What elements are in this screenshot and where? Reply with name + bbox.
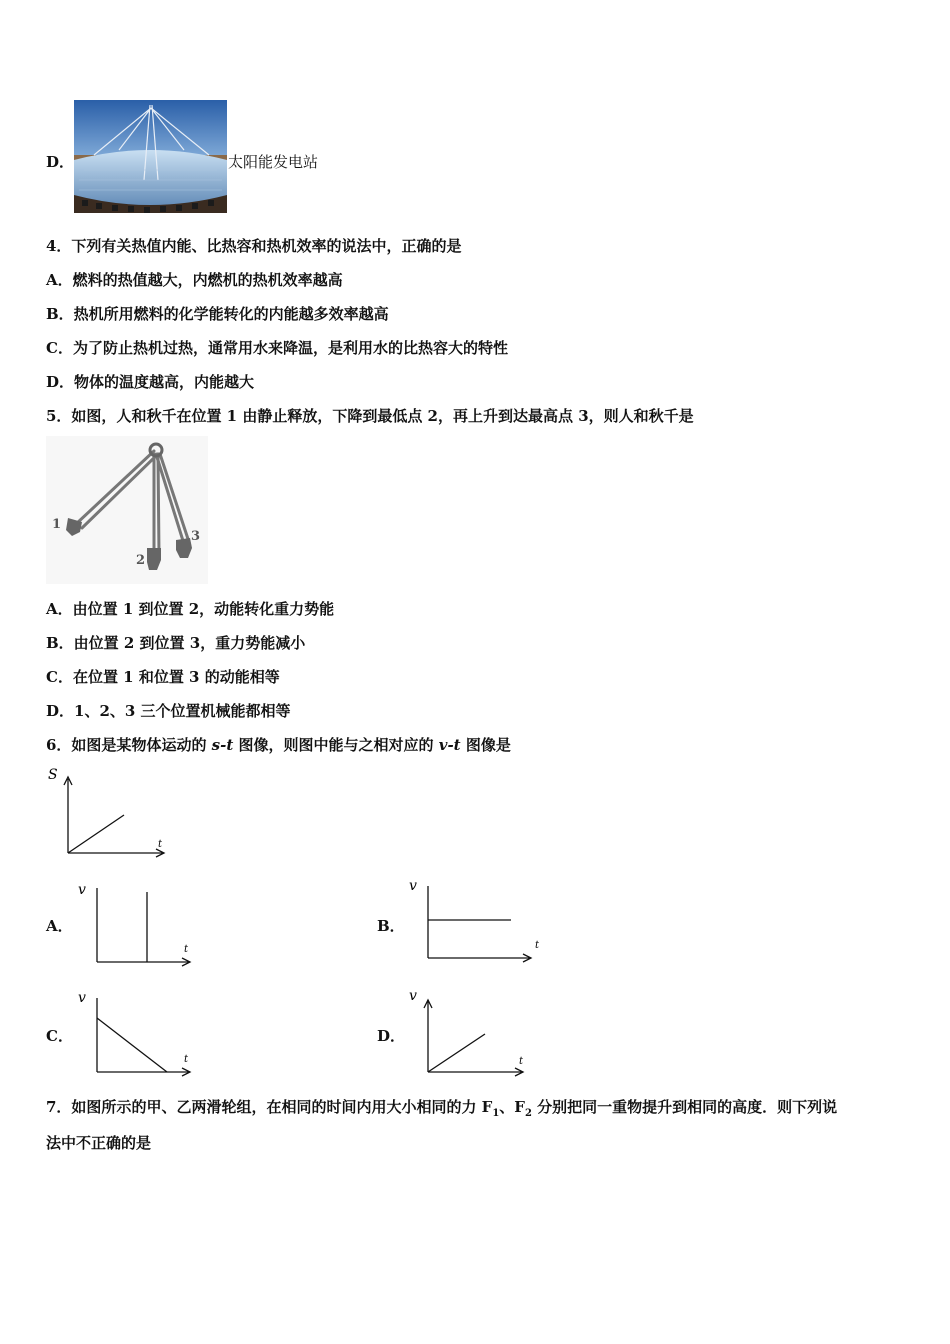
q4-option-d: D．物体的温度越高，内能越大 <box>46 373 255 391</box>
q4-option-a: A．燃料的热值越大，内燃机的热机效率越高 <box>46 271 343 289</box>
vt-a-x-label: t <box>184 944 189 955</box>
vt-d-x-label: t <box>519 1056 524 1067</box>
st-x-label: t <box>158 839 163 850</box>
swing-label-2: 2 <box>136 553 146 568</box>
q5-option-a: A．由位置 1 到位置 2，动能转化重力势能 <box>46 600 335 618</box>
q5-stem: 5．如图，人和秋千在位置 1 由静止释放，下降到最低点 2，再上升到达最高点 3，则人和秋千是 <box>46 407 694 425</box>
solar-power-station-image <box>74 100 227 213</box>
vt-graph-b <box>403 874 543 966</box>
q6-option-a-label: A． <box>46 917 73 935</box>
q6-stem: 6．如图是某物体运动的 s-t 图像，则图中能与之相对应的 v-t 图像是 <box>46 736 511 754</box>
vt-b-y-label: v <box>409 878 417 894</box>
q4-option-c: C．为了防止热机过热，通常用水来降温，是利用水的比热容大的特性 <box>46 339 508 357</box>
vt-graph-d <box>403 986 533 1078</box>
q4-stem: 4．下列有关热值内能、比热容和热机效率的说法中，正确的是 <box>46 237 462 255</box>
vt-graph-a <box>72 878 200 968</box>
q5-option-d: D．1、2、3 三个位置机械能都相等 <box>46 702 291 720</box>
vt-d-y-label: v <box>409 988 417 1004</box>
swing-label-3: 3 <box>191 529 201 544</box>
vt-c-y-label: v <box>78 990 86 1006</box>
q6-option-d-label: D． <box>377 1027 406 1045</box>
q5-option-b: B．由位置 2 到位置 3，重力势能减小 <box>46 634 306 652</box>
q7-stem-line1: 7．如图所示的甲、乙两滑轮组，在相同的时间内用大小相同的力 $F_1$、$F_2$ 分别把同一重物提升到相同的高度．则下列说 <box>46 1098 838 1119</box>
q4-option-b: B．热机所用燃料的化学能转化的内能越多效率越高 <box>46 305 389 323</box>
q6-option-c-label: C． <box>46 1027 73 1045</box>
q6-option-b-label: B． <box>377 917 405 935</box>
q5-option-c: C．在位置 1 和位置 3 的动能相等 <box>46 668 280 686</box>
swing-figure <box>46 436 208 584</box>
st-y-label: S <box>48 767 58 783</box>
swing-label-1: 1 <box>52 517 62 532</box>
st-graph <box>44 765 174 860</box>
q7-stem-line2: 法中不正确的是 <box>46 1134 152 1152</box>
vt-graph-c <box>72 988 200 1078</box>
q3-option-d-label: D． <box>46 153 75 171</box>
vt-c-x-label: t <box>184 1054 189 1065</box>
q3-option-d-caption: 太阳能发电站 <box>228 153 319 171</box>
vt-b-x-label: t <box>535 940 540 951</box>
vt-a-y-label: v <box>78 882 86 898</box>
